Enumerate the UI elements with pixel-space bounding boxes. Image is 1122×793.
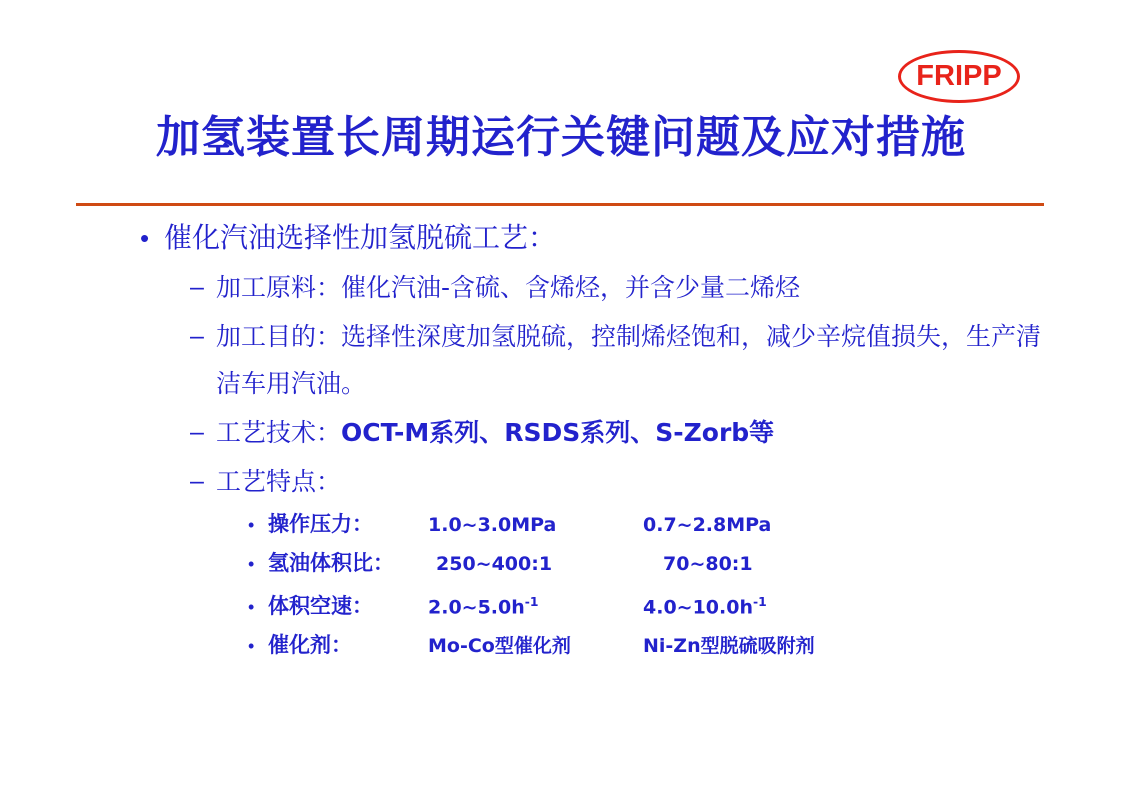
level2-text-bold: OCT-M系列、RSDS系列、S-Zorb等 (341, 418, 775, 447)
bullet-dot-icon: • (248, 597, 255, 618)
bullet-dot-icon: • (248, 554, 255, 574)
dash-icon: – (190, 322, 204, 350)
bullet-level2-item (190, 313, 1050, 407)
level2-text: 加工原料：催化汽油-含硫、含烯烃，并含少量二烯烃 (216, 273, 801, 302)
spec-value-oct: 250~400:1 (436, 553, 553, 575)
spec-value-szorb: 70~80:1 (663, 553, 753, 575)
level2-text: 加工目的：选择性深度加氢脱硫，控制烯烃饱和，减少辛烷值损失，生产清洁车用汽油。 (216, 322, 1042, 398)
bullet-level2-item (190, 264, 1050, 311)
spec-value-szorb: Ni-Zn型脱硫吸附剂 (643, 635, 815, 658)
spec-value-szorb: $4.0\sim 10.0h^{-1}$ (643, 595, 767, 619)
spec-value-oct: Mo-Co型催化剂 (428, 635, 571, 658)
slide-body (0, 218, 1122, 667)
spec-row (248, 507, 1122, 542)
spec-row (248, 585, 1122, 624)
title-divider (76, 203, 1044, 206)
level2-text: 工艺特点： (216, 467, 342, 496)
bullet-dot-icon: • (248, 515, 255, 535)
level2-text-prefix: 工艺技术： (216, 418, 342, 447)
level1-text: 催化汽油选择性加氢脱硫工艺： (164, 221, 557, 254)
spec-row (248, 546, 1122, 581)
spec-value-oct: 1.0~3.0MPa (428, 514, 557, 536)
bullet-dot-icon: • (248, 636, 255, 657)
logo-text: FRIPP (916, 60, 1002, 92)
spec-label: 操作压力： (268, 512, 373, 536)
bullet-dot-icon: • (140, 223, 150, 253)
page-title: 加氢装置长周期运行关键问题及应对措施 (156, 112, 966, 163)
dash-icon: – (190, 467, 204, 495)
dash-icon: – (190, 418, 204, 446)
spec-label: 氢油体积比： (268, 551, 394, 575)
dash-icon: – (190, 273, 204, 301)
spec-value-oct: $2.0\sim 5.0h^{-1}$ (428, 595, 539, 619)
spec-label: 催化剂： (268, 633, 352, 658)
fripp-logo (898, 50, 1020, 103)
bullet-level2-item (190, 409, 1050, 456)
bullet-level1 (140, 218, 1122, 258)
bullet-level2-item (190, 458, 1050, 505)
spec-value-szorb: 0.7~2.8MPa (643, 514, 772, 536)
spec-label: 体积空速： (268, 594, 373, 619)
spec-row (248, 628, 1122, 663)
